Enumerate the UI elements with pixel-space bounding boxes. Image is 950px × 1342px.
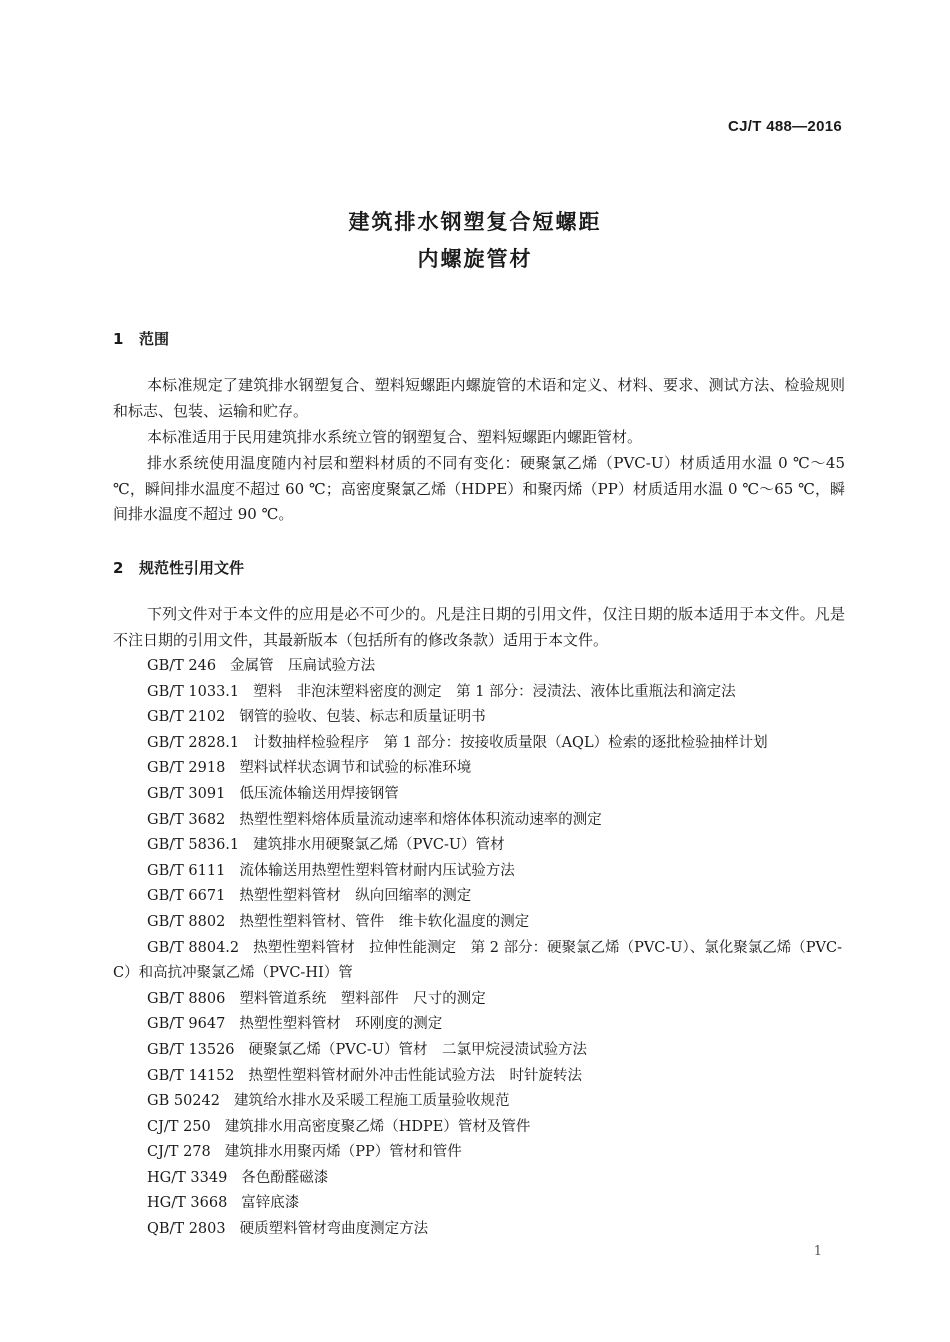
- reference-title: 建筑排水用硬聚氯乙烯（PVC-U）管材: [253, 837, 505, 854]
- reference-code: GB/T 1033.1: [147, 683, 240, 700]
- reference-code: GB/T 8802: [147, 913, 226, 930]
- reference-code: GB/T 2102: [147, 709, 226, 726]
- reference-title: 各色酚醛磁漆: [241, 1169, 329, 1186]
- section-title: 范围: [139, 330, 170, 348]
- reference-code: GB/T 6111: [147, 862, 226, 879]
- reference-item: [113, 859, 845, 885]
- reference-title: 建筑排水用聚丙烯（PP）管材和管件: [224, 1144, 462, 1161]
- reference-code: GB/T 246: [147, 658, 217, 674]
- reference-title: 热塑性塑料管材、管件 维卡软化温度的测定: [239, 913, 530, 930]
- reference-title: 热塑性塑料管材 拉伸性能测定 第 2 部分：硬聚氯乙烯（PVC-U）、氯化聚氯乙烯（PVC-C）和高抗冲聚氯乙烯（PVC-HI）管: [113, 939, 842, 982]
- reference-code: GB/T 13526: [147, 1041, 235, 1058]
- reference-item: [113, 1089, 845, 1115]
- reference-item: [113, 1166, 845, 1192]
- scope-paragraph: 排水系统使用温度随内衬层和塑料材质的不同有变化：硬聚氯乙烯（PVC-U）材质适用水温 0 ℃～45 ℃，瞬间排水温度不超过 60 ℃；高密度聚氯乙烯（HDPE）和聚丙烯（PP）材质适用水温 0 ℃～65 ℃，瞬间排水温度不超过 90 ℃。: [113, 454, 845, 523]
- reference-code: GB/T 2828.1: [147, 734, 240, 751]
- section-2-heading: [113, 557, 244, 578]
- reference-title: 富锌底漆: [241, 1195, 300, 1212]
- reference-item: [113, 808, 845, 834]
- reference-code: GB/T 9647: [147, 1016, 226, 1033]
- page-number: 1: [813, 1244, 822, 1259]
- reference-item: [113, 1115, 845, 1141]
- standard-code: CJ/T 488—2016: [728, 118, 842, 135]
- reference-item: [113, 705, 845, 731]
- reference-title: 硬质塑料管材弯曲度测定方法: [239, 1221, 429, 1238]
- reference-title: 建筑排水用高密度聚乙烯（HDPE）管材及管件: [224, 1118, 531, 1135]
- document-title-line-2: 内螺旋管材: [417, 247, 533, 271]
- reference-list: [113, 654, 845, 1243]
- references-intro: 下列文件对于本文件的应用是必不可少的。凡是注日期的引用文件，仅注日期的版本适用于本文件。凡是不注日期的引用文件，其最新版本（包括所有的修改条款）适用于本文件。: [113, 605, 845, 649]
- section-number: 1: [113, 330, 124, 348]
- reference-code: QB/T 2803: [147, 1221, 226, 1238]
- reference-item: [113, 1140, 845, 1166]
- reference-title: 热塑性塑料管材 纵向回缩率的测定: [239, 888, 472, 905]
- reference-code: GB/T 14152: [147, 1067, 235, 1084]
- reference-code: HG/T 3349: [147, 1169, 228, 1186]
- reference-item: [113, 910, 845, 936]
- reference-title: 钢管的验收、包装、标志和质量证明书: [239, 709, 486, 726]
- reference-title: 流体输送用热塑性塑料管材耐内压试验方法: [239, 862, 515, 879]
- reference-item: [113, 987, 845, 1013]
- reference-code: GB/T 3091: [147, 785, 226, 802]
- reference-title: 热塑性塑料管材耐外冲击性能试验方法 时针旋转法: [248, 1067, 583, 1084]
- reference-item: [113, 680, 845, 706]
- reference-item: [113, 884, 845, 910]
- reference-code: GB/T 8806: [147, 990, 226, 1007]
- reference-title: 硬聚氯乙烯（PVC-U）管材 二氯甲烷浸渍试验方法: [248, 1041, 587, 1058]
- reference-title: 低压流体输送用焊接钢管: [239, 785, 399, 802]
- reference-code: CJ/T 250: [147, 1118, 211, 1135]
- reference-item: [113, 833, 845, 859]
- reference-item: [113, 654, 845, 680]
- section-1-heading: [113, 328, 169, 349]
- reference-item: [113, 1012, 845, 1038]
- reference-item: [113, 1038, 845, 1064]
- reference-title: 热塑性塑料管材 环刚度的测定: [239, 1016, 443, 1033]
- reference-code: GB 50242: [147, 1093, 220, 1110]
- reference-title: 计数抽样检验程序 第 1 部分：按接收质量限（AQL）检索的逐批检验抽样计划: [253, 734, 768, 751]
- reference-title: 塑料试样状态调节和试验的标准环境: [239, 760, 472, 777]
- scope-paragraph: 本标准规定了建筑排水钢塑复合、塑料短螺距内螺旋管的术语和定义、材料、要求、测试方法、检验规则和标志、包装、运输和贮存。: [113, 376, 845, 420]
- reference-item: [113, 782, 845, 808]
- reference-item: [113, 1217, 845, 1243]
- scope-paragraph: 本标准适用于民用建筑排水系统立管的钢塑复合、塑料短螺距内螺距管材。: [147, 428, 643, 446]
- reference-title: 热塑性塑料熔体质量流动速率和熔体体积流动速率的测定: [239, 811, 602, 828]
- reference-title: 塑料 非泡沫塑料密度的测定 第 1 部分：浸渍法、液体比重瓶法和滴定法: [253, 683, 736, 700]
- reference-item: [113, 936, 845, 987]
- reference-code: GB/T 5836.1: [147, 837, 240, 854]
- reference-code: GB/T 2918: [147, 760, 226, 777]
- reference-item: [113, 731, 845, 757]
- document-title-line-1: 建筑排水钢塑复合短螺距: [348, 210, 602, 234]
- reference-item: [113, 1064, 845, 1090]
- reference-code: GB/T 8804.2: [147, 939, 240, 956]
- reference-title: 塑料管道系统 塑料部件 尺寸的测定: [239, 990, 486, 1007]
- reference-item: [113, 1191, 845, 1217]
- section-title: 规范性引用文件: [139, 559, 245, 577]
- reference-code: HG/T 3668: [147, 1195, 228, 1212]
- section-number: 2: [113, 559, 124, 577]
- reference-code: GB/T 3682: [147, 811, 226, 828]
- reference-code: CJ/T 278: [147, 1144, 211, 1161]
- reference-title: 建筑给水排水及采暖工程施工质量验收规范: [233, 1093, 510, 1110]
- reference-item: [113, 756, 845, 782]
- reference-title: 金属管 压扁试验方法: [230, 658, 376, 674]
- reference-code: GB/T 6671: [147, 888, 226, 905]
